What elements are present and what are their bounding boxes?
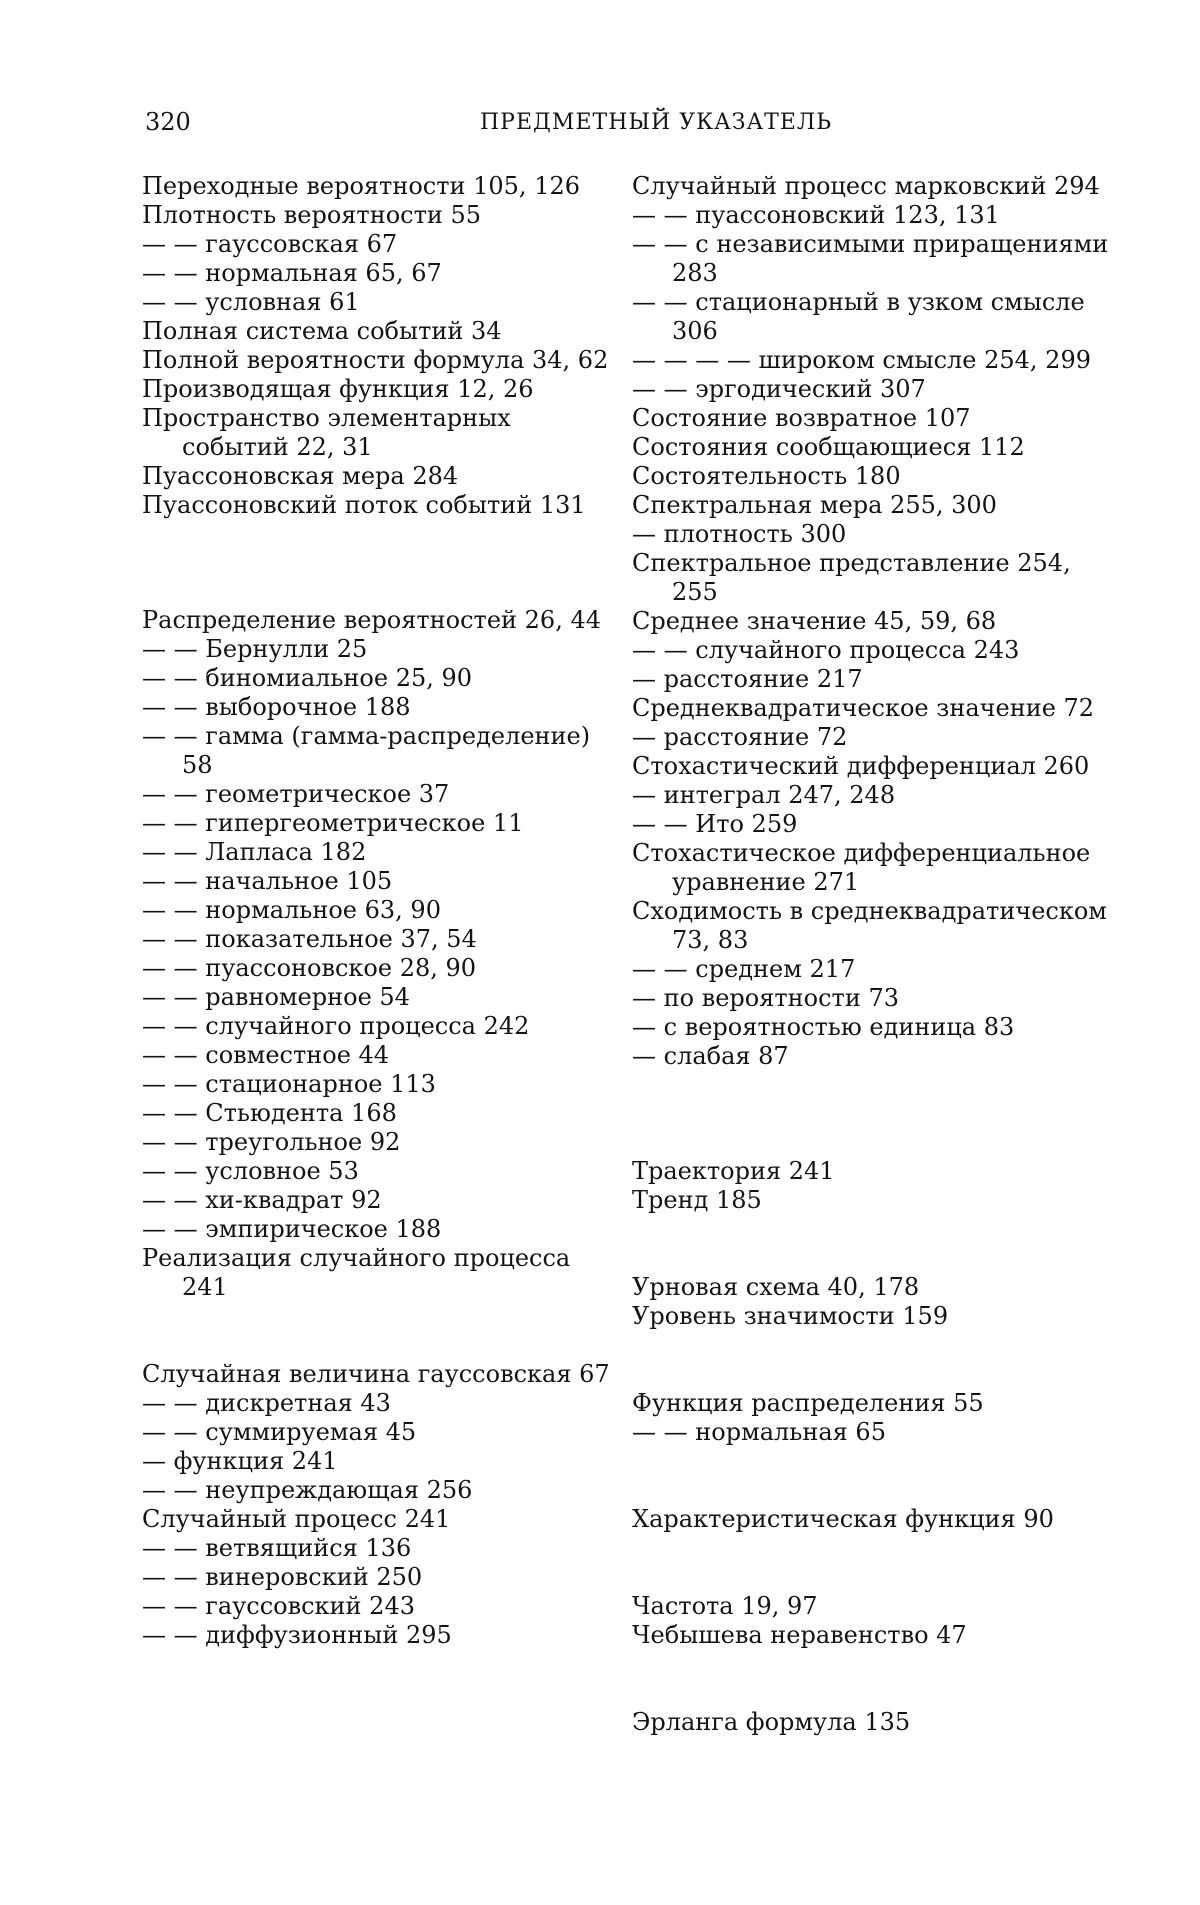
index-entry: Полная система событий 34 (142, 317, 502, 345)
index-entry: Состояние возвратное 107 (632, 404, 971, 432)
index-entry: Функция распределения 55 (632, 1389, 984, 1417)
index-entry: — — нормальная 65 (632, 1418, 886, 1446)
index-entry: — — стационарный в узком смысле 306 (632, 288, 1085, 345)
index-entry: Спектральное представление 254, 255 (632, 549, 1071, 606)
index-entry: Частота 19, 97 (632, 1592, 818, 1620)
index-entry: Характеристическая функция 90 (632, 1505, 1054, 1533)
index-entry: — — показательное 37, 54 (142, 925, 477, 953)
letter-gap (632, 1447, 1112, 1505)
index-entry: — — Бернулли 25 (142, 635, 368, 663)
index-entry: Среднеквадратическое значение 72 (632, 694, 1095, 722)
index-entry: Случайная величина гауссовская 67 (142, 1360, 610, 1388)
index-entry: — — хи-квадрат 92 (142, 1186, 382, 1214)
letter-gap (632, 1650, 1112, 1708)
index-entry: — — совместное 44 (142, 1041, 390, 1069)
index-entry: — по вероятности 73 (632, 984, 899, 1012)
index-entry: Пуассоновский поток событий 131 (142, 491, 586, 519)
index-entry: — — неупреждающая 256 (142, 1476, 473, 1504)
index-entry: Распределение вероятностей 26, 44 (142, 606, 601, 634)
index-entry: Плотность вероятности 55 (142, 201, 482, 229)
index-entry: — — треугольное 92 (142, 1128, 401, 1156)
letter-gap (632, 1215, 1112, 1273)
index-entry: — — выборочное 188 (142, 693, 411, 721)
running-title: ПРЕДМЕТНЫЙ УКАЗАТЕЛЬ (480, 110, 833, 135)
index-entry: — — гамма (гамма-распределение) 58 (142, 722, 591, 779)
page-header (0, 108, 1200, 148)
index-entry: — — дискретная 43 (142, 1389, 391, 1417)
letter-gap (142, 520, 622, 606)
index-entry: Сходимость в среднеквадратическом 73, 83 (632, 897, 1107, 954)
index-entry: — — стационарное 113 (142, 1070, 436, 1098)
index-entry: Среднее значение 45, 59, 68 (632, 607, 997, 635)
index-entry: Полной вероятности формула 34, 62 (142, 346, 609, 374)
letter-gap (632, 1534, 1112, 1592)
index-entry: — — геометрическое 37 (142, 780, 450, 808)
index-entry: — расстояние 217 (632, 665, 863, 693)
index-entry: — — гауссовский 243 (142, 1592, 415, 1620)
index-entry: Урновая схема 40, 178 (632, 1273, 920, 1301)
letter-gap (632, 1331, 1112, 1389)
index-entry: Производящая функция 12, 26 (142, 375, 534, 403)
index-entry: — — Лапласа 182 (142, 838, 367, 866)
index-entry: — — пуассоновский 123, 131 (632, 201, 1000, 229)
index-entry: Реализация случайного процесса 241 (142, 1244, 571, 1301)
index-entry: — — биномиальное 25, 90 (142, 664, 473, 692)
page-number: 320 (145, 108, 191, 136)
index-entry: — — условная 61 (142, 288, 360, 316)
index-entry: — — Ито 259 (632, 810, 798, 838)
index-column-left (142, 172, 622, 1650)
index-entry: — — диффузионный 295 (142, 1621, 452, 1649)
index-entry: Спектральная мера 255, 300 (632, 491, 997, 519)
index-entry: — — начальное 105 (142, 867, 393, 895)
index-entry: Случайный процесс марковский 294 (632, 172, 1100, 200)
index-entry: — — пуассоновское 28, 90 (142, 954, 477, 982)
index-entry: — — эргодический 307 (632, 375, 926, 403)
index-column-right (632, 172, 1112, 1737)
index-entry: Пространство элементарных событий 22, 31 (142, 404, 511, 461)
index-entry: — — среднем 217 (632, 955, 856, 983)
index-entry: — — эмпирическое 188 (142, 1215, 442, 1243)
index-entry: Состоятельность 180 (632, 462, 901, 490)
index-entry: — — нормальная 65, 67 (142, 259, 442, 287)
index-entry: — — гауссовская 67 (142, 230, 398, 258)
index-entry: — — нормальное 63, 90 (142, 896, 441, 924)
index-entry: — — ветвящийся 136 (142, 1534, 412, 1562)
index-entry: — — случайного процесса 242 (142, 1012, 530, 1040)
index-entry: — — суммируемая 45 (142, 1418, 417, 1446)
index-entry: — плотность 300 (632, 520, 847, 548)
index-entry: — — Стьюдента 168 (142, 1099, 397, 1127)
index-entry: — — гипергеометрическое 11 (142, 809, 524, 837)
index-entry: — — — — широком смысле 254, 299 (632, 346, 1091, 374)
index-entry: Переходные вероятности 105, 126 (142, 172, 580, 200)
index-entry: — расстояние 72 (632, 723, 848, 751)
index-entry: Случайный процесс 241 (142, 1505, 451, 1533)
index-entry: Уровень значимости 159 (632, 1302, 949, 1330)
index-entry: — — винеровский 250 (142, 1563, 423, 1591)
index-entry: — интеграл 247, 248 (632, 781, 896, 809)
index-entry: — — с независимыми приращениями 283 (632, 230, 1109, 287)
index-entry: — — случайного процесса 243 (632, 636, 1020, 664)
index-entry: Состояния сообщающиеся 112 (632, 433, 1025, 461)
index-entry: Эрланга формула 135 (632, 1708, 911, 1736)
index-entry: Стохастическое дифференциальное уравнение 271 (632, 839, 1091, 896)
index-entry: — — условное 53 (142, 1157, 359, 1185)
index-entry: — слабая 87 (632, 1042, 789, 1070)
letter-gap (142, 1302, 622, 1360)
index-entry: Пуассоновская мера 284 (142, 462, 459, 490)
letter-gap (632, 1071, 1112, 1157)
index-entry: Тренд 185 (632, 1186, 762, 1214)
index-entry: Стохастический дифференциал 260 (632, 752, 1090, 780)
index-entry: Чебышева неравенство 47 (632, 1621, 967, 1649)
index-entry: — с вероятностью единица 83 (632, 1013, 1015, 1041)
index-entry: — функция 241 (142, 1447, 338, 1475)
index-entry: Траектория 241 (632, 1157, 835, 1185)
index-entry: — — равномерное 54 (142, 983, 410, 1011)
